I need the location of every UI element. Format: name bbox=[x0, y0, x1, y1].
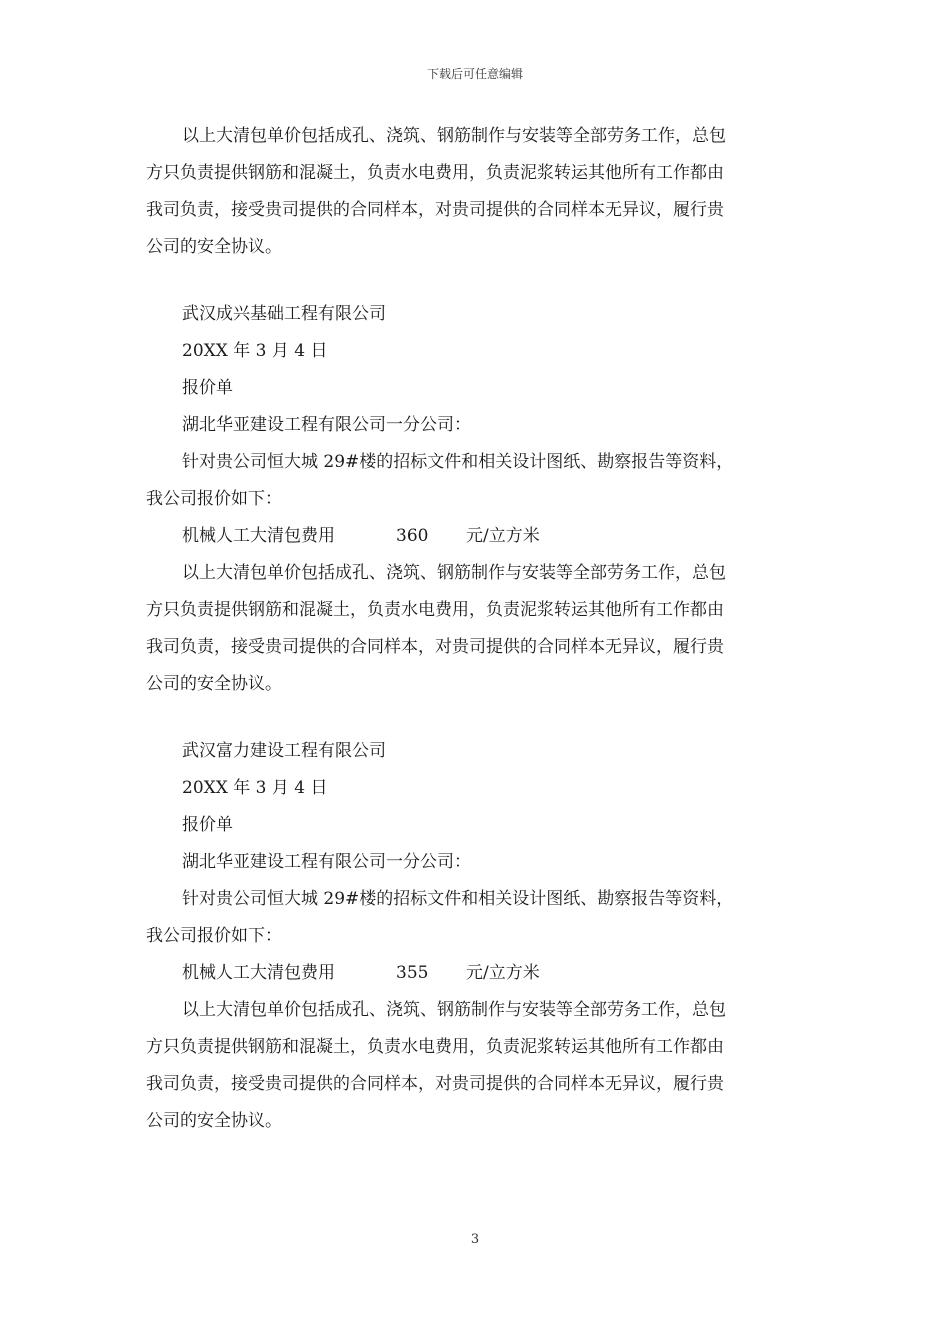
price-unit: 元/立方米 bbox=[466, 526, 540, 546]
intro-paragraph-line: 我公司报价如下： bbox=[146, 926, 282, 946]
signature-date: 20XX 年 3 月 4 日 bbox=[182, 778, 328, 798]
scope-paragraph-line: 以上大清包单价包括成孔、浇筑、钢筋制作与安装等全部劳务工作，总包 bbox=[182, 563, 726, 583]
price-unit: 元/立方米 bbox=[466, 963, 540, 983]
scope-paragraph-line: 公司的安全协议。 bbox=[146, 674, 282, 694]
intro-paragraph-line: 针对贵公司恒大城 29#楼的招标文件和相关设计图纸、勘察报告等资料， bbox=[182, 452, 734, 472]
price-row bbox=[146, 955, 808, 992]
scope-paragraph-line: 方只负责提供钢筋和混凝土，负责水电费用，负责泥浆转运其他所有工作都由 bbox=[146, 600, 724, 620]
document-body bbox=[146, 118, 808, 1140]
quote-recipient: 湖北华亚建设工程有限公司一分公司： bbox=[182, 852, 471, 872]
scope-paragraph-line: 公司的安全协议。 bbox=[146, 237, 282, 257]
scope-paragraph-line: 方只负责提供钢筋和混凝土，负责水电费用，负责泥浆转运其他所有工作都由 bbox=[146, 1037, 724, 1057]
quote-title: 报价单 bbox=[182, 378, 233, 398]
scope-paragraph-line: 我司负责，接受贵司提供的合同样本，对贵司提供的合同样本无异议，履行贵 bbox=[146, 637, 724, 657]
scope-paragraph-line: 公司的安全协议。 bbox=[146, 1111, 282, 1131]
scope-paragraph-line: 以上大清包单价包括成孔、浇筑、钢筋制作与安装等全部劳务工作，总包 bbox=[182, 1000, 726, 1020]
scope-paragraph-line: 方只负责提供钢筋和混凝土，负责水电费用，负责泥浆转运其他所有工作都由 bbox=[146, 163, 724, 183]
paragraph-gap bbox=[146, 266, 808, 296]
scope-paragraph-line: 我司负责，接受贵司提供的合同样本，对贵司提供的合同样本无异议，履行贵 bbox=[146, 200, 724, 220]
paragraph-gap bbox=[146, 703, 808, 733]
signature-date: 20XX 年 3 月 4 日 bbox=[182, 341, 328, 361]
intro-paragraph-line: 针对贵公司恒大城 29#楼的招标文件和相关设计图纸、勘察报告等资料， bbox=[182, 889, 734, 909]
page-header: 下载后可任意编辑 bbox=[426, 67, 523, 81]
scope-paragraph-line: 以上大清包单价包括成孔、浇筑、钢筋制作与安装等全部劳务工作，总包 bbox=[182, 126, 726, 146]
quote-recipient: 湖北华亚建设工程有限公司一分公司： bbox=[182, 415, 471, 435]
price-row bbox=[146, 518, 808, 555]
price-amount: 355 bbox=[396, 963, 429, 983]
intro-paragraph-line: 我公司报价如下： bbox=[146, 489, 282, 509]
company-signature: 武汉成兴基础工程有限公司 bbox=[182, 304, 386, 324]
company-signature: 武汉富力建设工程有限公司 bbox=[182, 741, 386, 761]
scope-paragraph-line: 我司负责，接受贵司提供的合同样本，对贵司提供的合同样本无异议，履行贵 bbox=[146, 1074, 724, 1094]
price-amount: 360 bbox=[396, 526, 429, 546]
price-item: 机械人工大清包费用 bbox=[182, 526, 335, 546]
page-number: 3 bbox=[470, 1232, 480, 1247]
price-item: 机械人工大清包费用 bbox=[182, 963, 335, 983]
quote-title: 报价单 bbox=[182, 815, 233, 835]
